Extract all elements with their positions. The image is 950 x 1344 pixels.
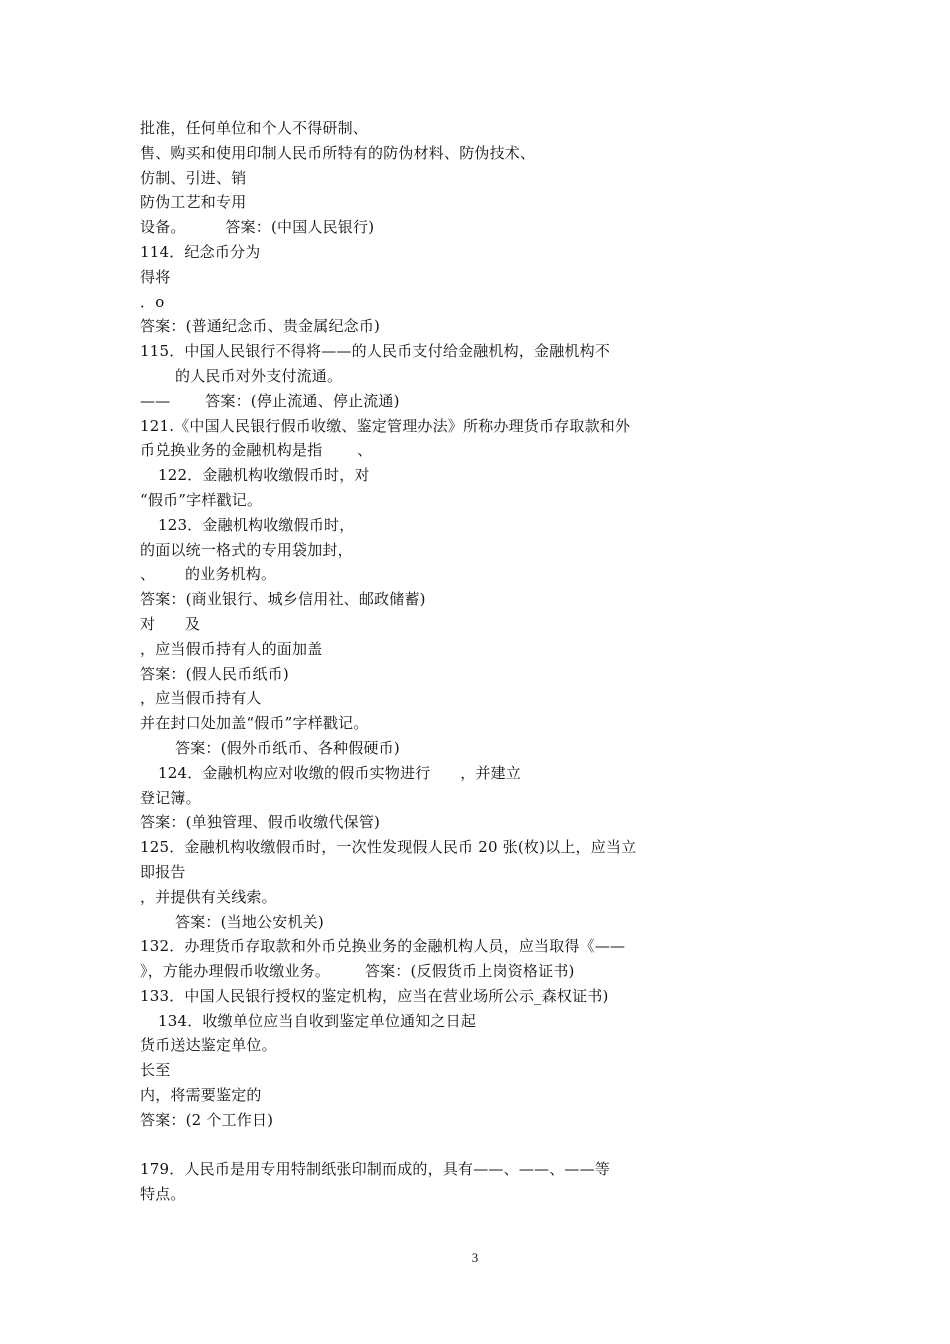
answer-line: 答案：(2 个工作日) (140, 1110, 274, 1129)
paragraph-gap (140, 1133, 700, 1158)
question-114: 114．纪念币分为 (140, 242, 261, 261)
text-line: 批准，任何单位和个人不得研制、 (140, 119, 369, 137)
question-132: 132．办理货币存取款和外币兑换业务的金融机构人员，应当取得《—— (140, 937, 626, 956)
question-124: 124．金融机构应对收缴的假币实物进行 ，并建立 (158, 763, 522, 782)
text-line: 并在封口处加盖“假币”字样戳记。 (140, 714, 369, 733)
text-line: 得将 (140, 267, 171, 286)
answer-line: 答案：(单独管理、假币收缴代保管) (140, 813, 381, 832)
text-line: 、 的业务机构。 (140, 565, 277, 584)
text-line: ，应当假币持有人 (140, 689, 262, 708)
text-line: 售、购买和使用印制人民币所特有的防伪材料、防伪技术、 (140, 143, 536, 162)
question-134: 134．收缴单位应当自收到鉴定单位通知之日起 (158, 1011, 477, 1030)
answer-line: 答案：(商业银行、城乡信用社、邮政储蓄) (140, 590, 426, 609)
answer-line: 答案：(普通纪念币、贵金属纪念币) (140, 317, 381, 336)
answer-line: 答案：(当地公安机关) (175, 912, 324, 931)
text-line: ，应当假币持有人的面加盖 (140, 639, 323, 658)
question-125: 125．金融机构收缴假币时，一次性发现假人民币 20 张(枚)以上，应当立 (140, 838, 637, 857)
text-line: 特点。 (140, 1185, 186, 1204)
question-179: 179．人民币是用专用特制纸张印制而成的，具有——、——、——等 (140, 1160, 611, 1179)
question-115: 115．中国人民银行不得将——的人民币支付给金融机构，金融机构不 (140, 342, 611, 361)
text-line: 》，方能办理假币收缴业务。 答案：(反假货币上岗资格证书) (140, 962, 575, 981)
text-line: “假币”字样戳记。 (140, 490, 263, 509)
text-line: 的面以统一格式的专用袋加封， (140, 540, 353, 559)
answer-line: —— 答案：(停止流通、停止流通) (140, 391, 400, 410)
question-133: 133．中国人民银行授权的鉴定机构，应当在营业场所公示_森权证书) (140, 986, 609, 1005)
page-number: 3 (471, 1250, 479, 1265)
text-line: 长至 (140, 1061, 171, 1080)
question-123: 123．金融机构收缴假币时， (158, 515, 355, 534)
text-line: 防伪工艺和专用 (140, 193, 247, 212)
text-line: 对 及 (140, 614, 201, 633)
text-line: ，并提供有关线索。 (140, 887, 277, 906)
text-line: 登记簿。 (140, 788, 201, 807)
text-line: 币兑换业务的金融机构是指 、 (140, 441, 373, 460)
text-line: 仿制、引进、销 (140, 168, 247, 187)
document-body (140, 116, 700, 1207)
question-122: 122．金融机构收缴假币时，对 (158, 466, 370, 485)
text-line: 即报告 (140, 862, 186, 881)
text-line: 货币送达鉴定单位。 (140, 1036, 277, 1055)
question-121: 121.《中国人民银行假币收缴、鉴定管理办法》所称办理货币存取款和外 (140, 416, 631, 435)
text-line: 设备。 答案：(中国人民银行) (140, 218, 375, 237)
answer-line: 答案：(假外币纸币、各种假硬币) (175, 738, 400, 757)
text-line: 的人民币对外支付流通。 (175, 366, 343, 385)
answer-line: 答案：(假人民币纸币) (140, 664, 289, 683)
text-line: 内，将需要鉴定的 (140, 1086, 262, 1105)
text-line: ．o (140, 292, 165, 311)
